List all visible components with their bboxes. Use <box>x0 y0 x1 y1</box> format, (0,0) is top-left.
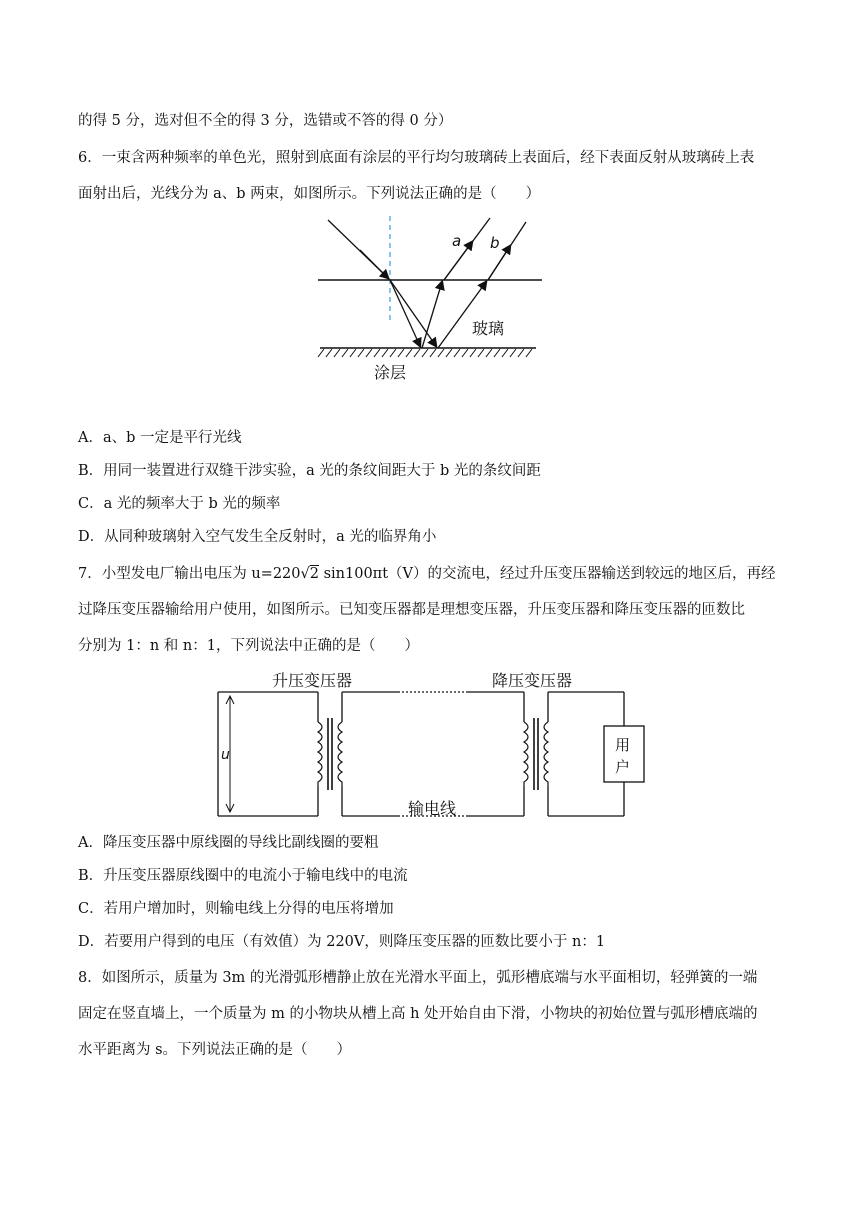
q7-figure <box>210 664 660 824</box>
label-step-down: 降压变压器 <box>492 671 573 690</box>
step-up-primary-coil <box>318 722 322 786</box>
coating-hatch <box>318 349 532 357</box>
label-user-2: 户 <box>615 758 631 776</box>
q7-option-c: C．若用户增加时，则输电线上分得的电压将增加 <box>78 901 394 917</box>
q7-option-b: B．升压变压器原线圈中的电流小于输电线中的电流 <box>78 868 408 884</box>
q6-stem-line1: 6．一束含两种频率的单色光，照射到底面有涂层的平行均匀玻璃砖上表面后，经下表面反射从玻璃砖上表 <box>78 150 755 166</box>
label-b: b <box>490 234 500 252</box>
sqrt-symbol: √2 <box>300 566 319 582</box>
sqrt-radicand: 2 <box>309 566 319 582</box>
step-down-secondary-coil <box>544 722 548 786</box>
q8-stem-line2: 固定在竖直墙上，一个质量为 m 的小物块从槽上高 h 处开始自由下滑，小物块的初始位置与弧形槽底端的 <box>78 1006 758 1022</box>
q6-option-a: A．a、b 一定是平行光线 <box>78 430 242 446</box>
q7-stem-line1 <box>78 564 776 584</box>
q7-option-d: D．若要用户得到的电压（有效值）为 220V，则降压变压器的匝数比要小于 n：1 <box>78 934 606 950</box>
q6-option-c: C．a 光的频率大于 b 光的频率 <box>78 496 281 512</box>
label-u: u <box>221 747 230 763</box>
q6-stem-line2: 面射出后，光线分为 a、b 两束，如图所示。下列说法正确的是（ ） <box>78 186 541 202</box>
step-up-secondary-coil <box>338 722 342 786</box>
label-transmission-line: 输电线 <box>408 799 457 818</box>
label-coating: 涂层 <box>374 363 407 382</box>
q6-figure <box>300 212 560 392</box>
q6-option-d: D．从同种玻璃射入空气发生全反射时，a 光的临界角小 <box>78 529 437 545</box>
q7-stem-line1-post: sin100πt（V）的交流电，经过升压变压器输送到较远的地区后，再经 <box>323 566 776 582</box>
step-down-primary-coil <box>524 722 528 786</box>
q7-stem-line2: 过降压变压器输给用户使用，如图所示。已知变压器都是理想变压器，升压变压器和降压变压器的匝数比 <box>78 602 745 618</box>
refracted-ray-a <box>390 280 420 346</box>
instruction-text: 的得 5 分，选对但不全的得 3 分，选错或不答的得 0 分） <box>78 113 453 129</box>
reflected-ray-a <box>422 282 442 348</box>
q7-stem-line3: 分别为 1：n 和 n：1，下列说法中正确的是（ ） <box>78 638 419 654</box>
refracted-ray-b <box>390 280 436 346</box>
q8-stem-line3: 水平距离为 s。下列说法正确的是（ ） <box>78 1042 352 1058</box>
q7-stem-line1-pre: 7．小型发电厂输出电压为 u=220 <box>78 566 301 582</box>
q7-option-a: A．降压变压器中原线圈的导线比副线圈的要粗 <box>78 835 379 851</box>
reflected-ray-b <box>438 282 486 348</box>
q8-stem-line1: 8．如图所示，质量为 3m 的光滑弧形槽静止放在光滑水平面上，弧形槽底端与水平面相切，轻弹簧的一端 <box>78 970 758 986</box>
label-step-up: 升压变压器 <box>272 671 353 690</box>
label-user-1: 用 <box>615 736 631 754</box>
label-glass: 玻璃 <box>472 319 505 338</box>
label-a: a <box>452 232 462 250</box>
q6-option-b: B．用同一装置进行双缝干涉实验，a 光的条纹间距大于 b 光的条纹间距 <box>78 463 541 479</box>
